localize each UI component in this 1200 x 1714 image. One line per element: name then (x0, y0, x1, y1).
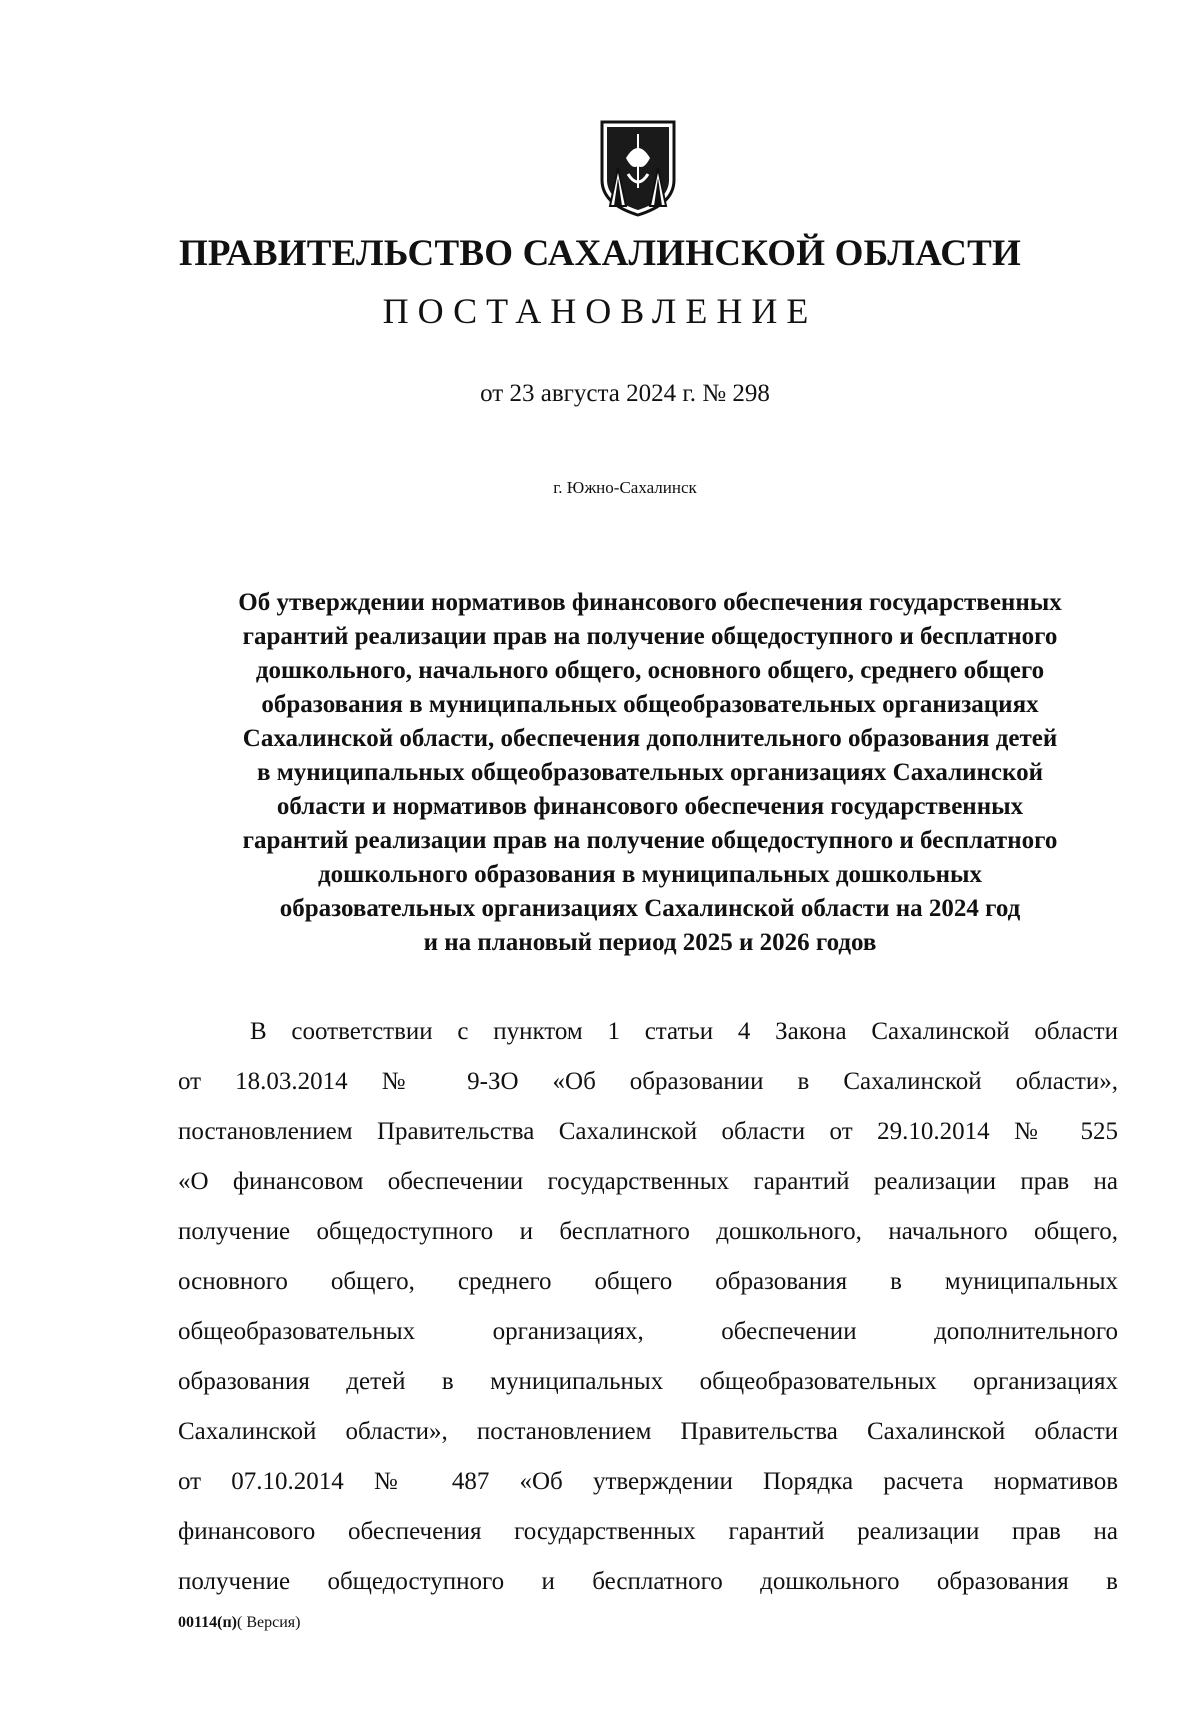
body-line: В соответствии с пунктом 1 статьи 4 Закона Сахалинской области (250, 1018, 1118, 1045)
body-line: «О финансовом обеспечении государственных гарантий реализации прав на (178, 1168, 1118, 1195)
form-code-number: 00114(п) (178, 1614, 237, 1631)
heading-line: гарантий реализации прав на получение общедоступного и бесплатного (242, 827, 1058, 854)
heading-line: и на плановый период 2025 и 2026 годов (423, 929, 877, 956)
heading-line: дошкольного, начального общего, основного общего, среднего общего (255, 657, 1045, 684)
form-code (178, 1614, 300, 1632)
heading-line: в муниципальных общеобразовательных организациях Сахалинской (256, 759, 1044, 786)
body-line: общеобразовательных организациях, обеспечении дополнительного (178, 1318, 1118, 1345)
body-line: финансового обеспечения государственных гарантий реализации прав на (178, 1518, 1118, 1545)
document-heading (170, 586, 1130, 960)
body-line: постановлением Правительства Сахалинской области от 29.10.2014 № 525 (178, 1118, 1118, 1145)
body-line: получение общедоступного и бесплатного дошкольного образования в (178, 1568, 1118, 1595)
body-line: основного общего, среднего общего образования в муниципальных (178, 1268, 1118, 1295)
document-type: ПОСТАНОВЛЕНИЕ (382, 291, 818, 331)
document-date-number: от 23 августа 2024 г. № 298 (480, 380, 770, 407)
heading-line: образования в муниципальных общеобразовательных организациях (261, 691, 1039, 718)
body-line: образования детей в муниципальных общеобразовательных организациях (178, 1368, 1118, 1395)
document-body (178, 1007, 1118, 1607)
heading-line: гарантий реализации прав на получение общедоступного и бесплатного (242, 623, 1058, 650)
document-city: г. Южно-Сахалинск (553, 478, 697, 497)
heading-line: дошкольного образования в муниципальных дошкольных (317, 861, 982, 888)
body-line: получение общедоступного и бесплатного дошкольного, начального общего, (178, 1218, 1118, 1245)
heading-line: Сахалинской области, обеспечения дополнительного образования детей (242, 725, 1058, 752)
coat-of-arms-icon (598, 118, 678, 218)
organization-title: ПРАВИТЕЛЬСТВО САХАЛИНСКОЙ ОБЛАСТИ (178, 233, 1022, 274)
heading-line: Об утверждении нормативов финансового обеспечения государственных (238, 589, 1062, 616)
body-line: Сахалинской области», постановлением Правительства Сахалинской области (178, 1418, 1118, 1445)
heading-line: образовательных организациях Сахалинской области на 2024 год (279, 895, 1021, 922)
form-code-version: ( Версия) (237, 1614, 301, 1631)
heading-line: области и нормативов финансового обеспечения государственных (276, 793, 1024, 820)
body-line: от 07.10.2014 № 487 «Об утверждении Порядка расчета нормативов (178, 1468, 1118, 1495)
body-line: от 18.03.2014 № 9-ЗО «Об образовании в Сахалинской области», (178, 1068, 1118, 1095)
